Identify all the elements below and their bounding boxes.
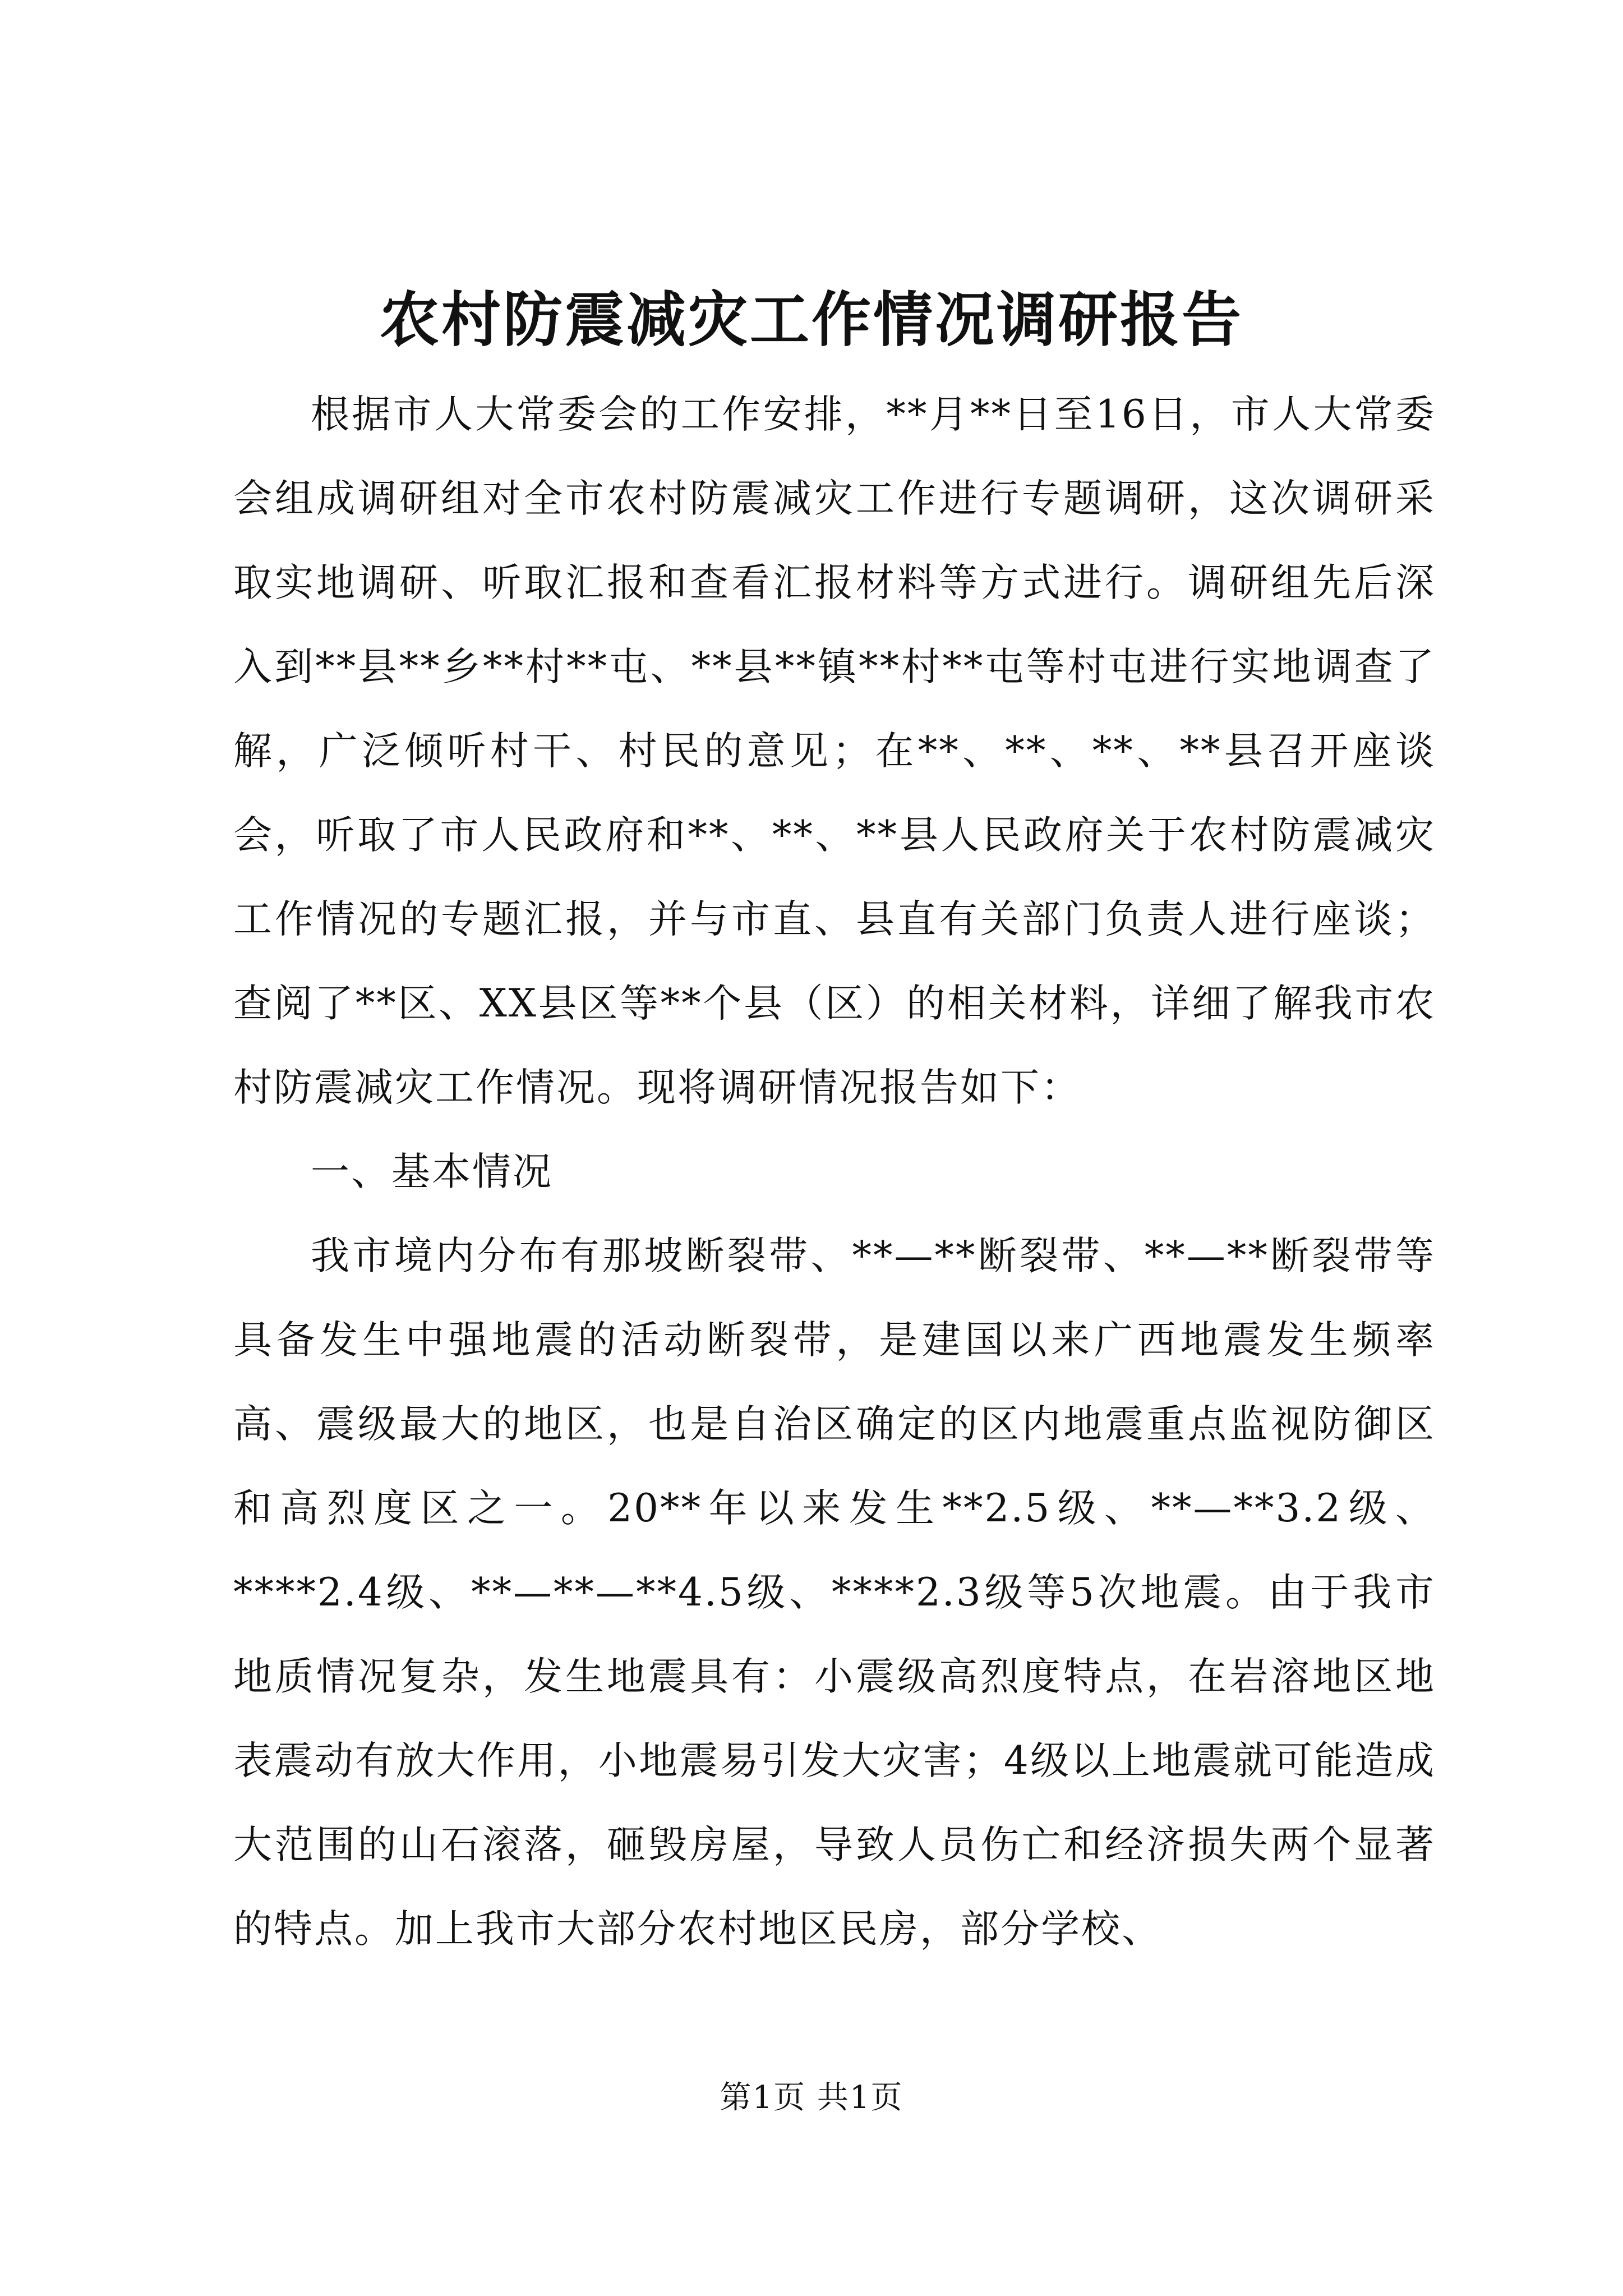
document-title: 农村防震减灾工作情况调研报告 — [380, 284, 1243, 355]
section-heading: 一、基本情况 — [311, 1149, 553, 1194]
basic-situation-paragraph: 我市境内分布有那坡断裂带、**—**断裂带、**—**断裂带等具备发生中强地震的活动断裂带，是建国以来广西地震发生频率高、震级最大的地区，也是自治区确定的区内地震重点监视防御区和高烈度区之一。20**年以来发生**2.5级、**—**3.2级、****2.4级、**—**—**4.5级、****2.3级等5次地震。由于我市地质情况复杂，发生地震具有：小震级高烈度特点，在岩溶地区地表震动有放大作用，小地震易引发大灾害；4级以上地震就可能造成大范围的山石滚落，砸毁房屋，导致人员伤亡和经济损失两个显著的特点。加上我市大部分农村地区民房，部分学校、 — [233, 1234, 1436, 1952]
intro-paragraph: 根据市人大常委会的工作安排，**月**日至16日，市人大常委会组成调研组对全市农村防震减灾工作进行专题调研，这次调研采取实地调研、听取汇报和查看汇报材料等方式进行。调研组先后深入到**县**乡**村**屯、**县**镇**村**屯等村屯进行实地调查了解，广泛倾听村干、村民的意见；在**、**、**、**县召开座谈会，听取了市人民政府和**、**、**县人民政府关于农村防震减灾工作情况的专题汇报，并与市直、县直有关部门负责人进行座谈；查阅了**区、XX县区等**个县（区）的相关材料，详细了解我市农村防震减灾工作情况。现将调研情况报告如下： — [233, 392, 1436, 1110]
page-footer: 第1页 共1页 — [720, 2079, 903, 2116]
document-body — [233, 372, 1436, 1971]
